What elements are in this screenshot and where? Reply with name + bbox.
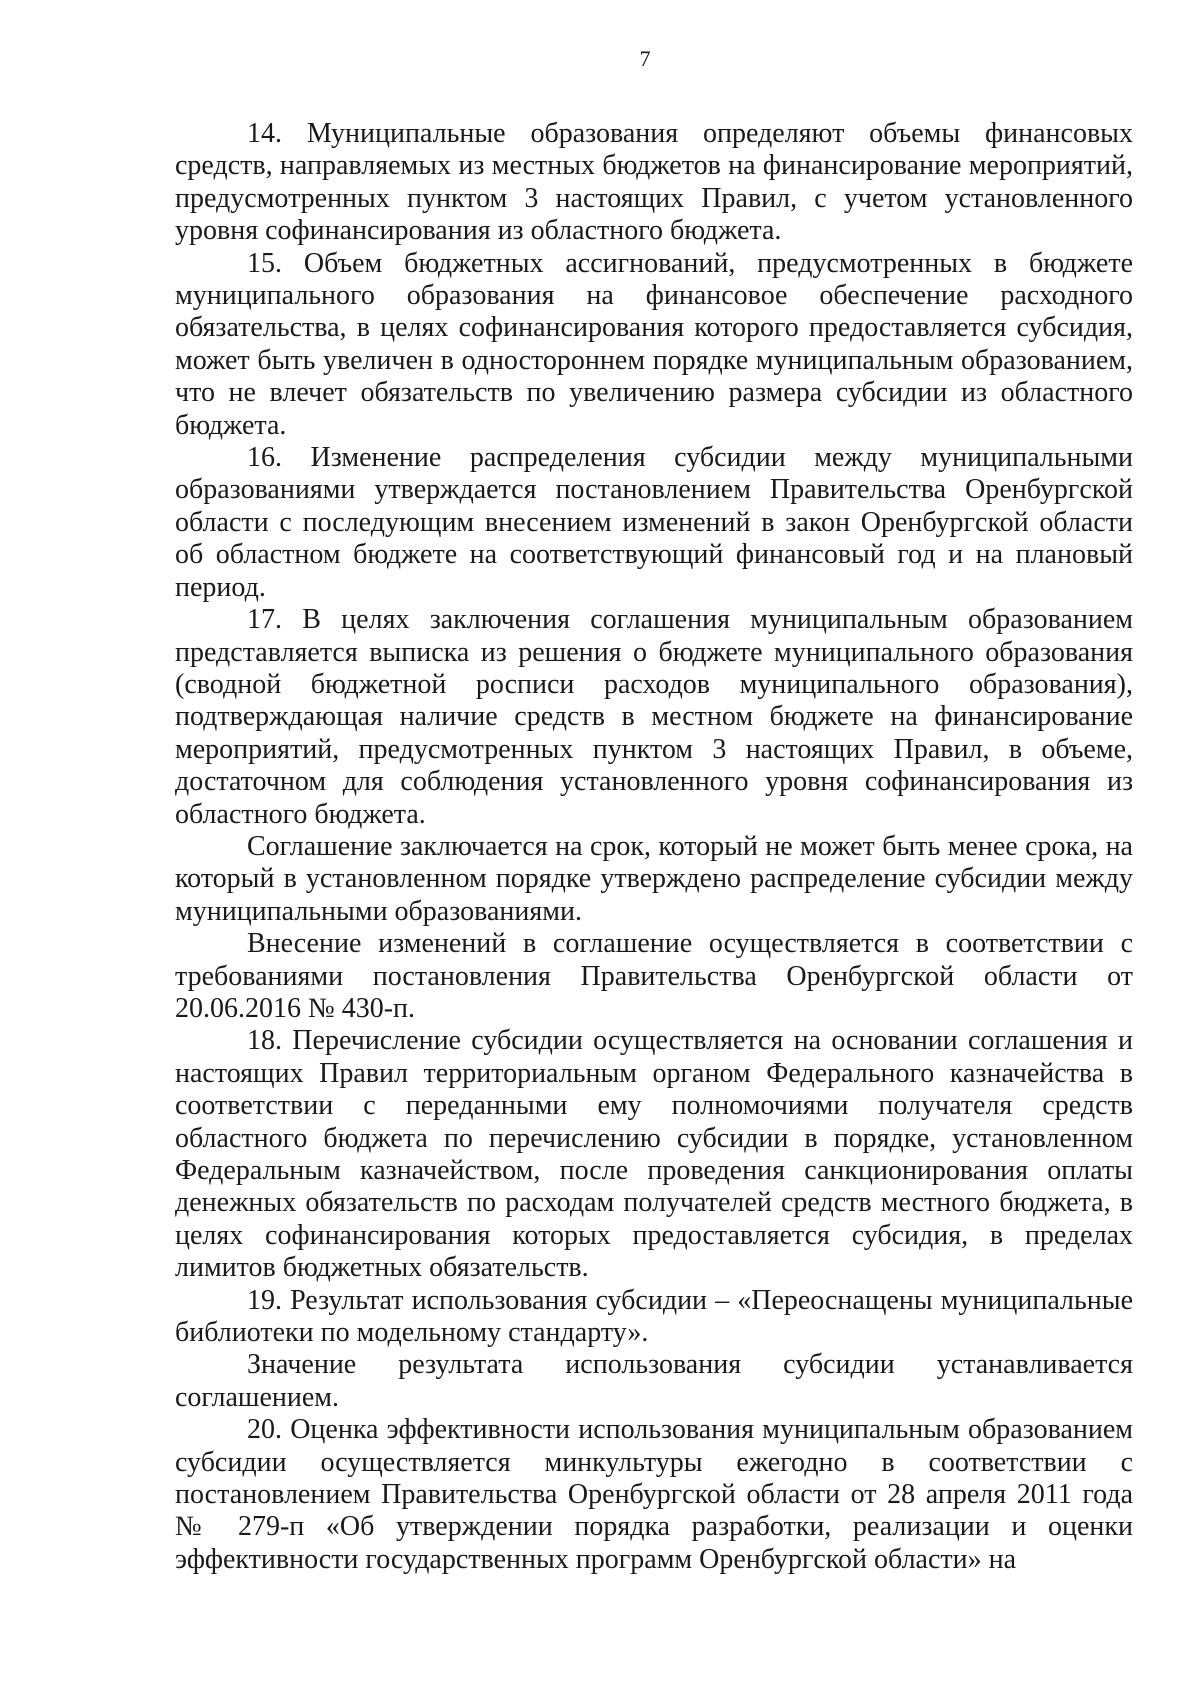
paragraph-19: 19. Результат использования субсидии – «Переоснащены муниципальные библиотеки по модельному стандарту».: [175, 1284, 1133, 1349]
paragraph-20: 20. Оценка эффективности использования муниципальным образованием субсидии осуществляется минкультуры ежегодно в соответствии с постановлением Правительства Оренбургской области от 28 апреля 2011 года № 279-п «Об утверждении порядка разработки, реализации и оценки эффективности государственных программ Оренбургской области» на: [175, 1414, 1133, 1575]
document-body: [175, 118, 1133, 1576]
paragraph-14: 14. Муниципальные образования определяют объемы финансовых средств, направляемых из местных бюджетов на финансирование мероприятий, предусмотренных пунктом 3 настоящих Правил, с учетом установленного уровня софинансирования из областного бюджета.: [175, 118, 1133, 247]
paragraph-17-agreement-changes: Внесение изменений в соглашение осуществляется в соответствии с требованиями постановления Правительства Оренбургской области от 20.06.2016 № 430-п.: [175, 928, 1133, 1024]
paragraph-19-value: Значение результата использования субсидии устанавливается соглашением.: [175, 1349, 1133, 1413]
page-number: 7: [639, 46, 651, 71]
paragraph-17-agreement-term: Соглашение заключается на срок, который не может быть менее срока, на который в установленном порядке утверждено распределение субсидии между муниципальными образованиями.: [175, 830, 1133, 927]
paragraph-18: 18. Перечисление субсидии осуществляется на основании соглашения и настоящих Правил территориальным органом Федерального казначейства в соответствии с переданными ему полномочиями получателя средств областного бюджета по перечислению субсидии в порядке, установленном Федеральным казначейством, после проведения санкционирования оплаты денежных обязательств по расходам получателей средств местного бюджета, в целях софинансирования которых предоставляется субсидия, в пределах лимитов бюджетных обязательств.: [175, 1025, 1133, 1284]
paragraph-17: 17. В целях заключения соглашения муниципальным образованием представляется выписка из решения о бюджете муниципального образования (сводной бюджетной росписи расходов муниципального образования), подтверждающая наличие средств в местном бюджете на финансирование мероприятий, предусмотренных пунктом 3 настоящих Правил, в объеме, достаточном для соблюдения установленного уровня софинансирования из областного бюджета.: [175, 604, 1133, 830]
paragraph-15: 15. Объем бюджетных ассигнований, предусмотренных в бюджете муниципального образования на финансовое обеспечение расходного обязательства, в целях софинансирования которого предоставляется субсидия, может быть увеличен в одностороннем порядке муниципальным образованием, что не влечет обязательств по увеличению размера субсидии из областного бюджета.: [175, 247, 1133, 441]
paragraph-16: 16. Изменение распределения субсидии между муниципальными образованиями утверждается постановлением Правительства Оренбургской области с последующим внесением изменений в закон Оренбургской области об областном бюджете на соответствующий финансовый год и на плановый период.: [175, 442, 1133, 603]
